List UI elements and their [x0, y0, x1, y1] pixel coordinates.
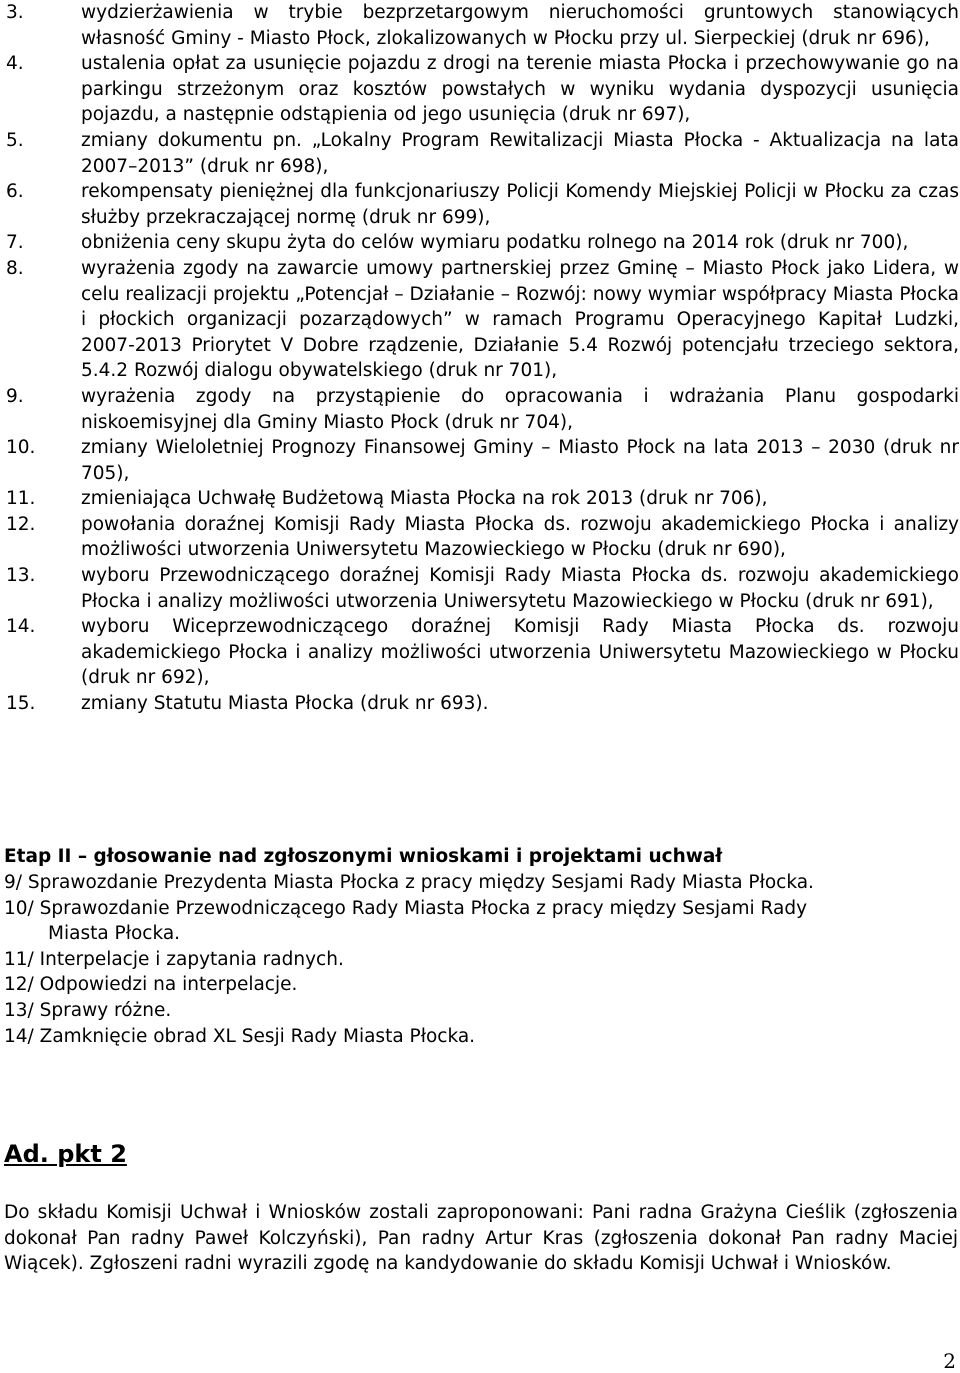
- list-item-number: 8.: [6, 257, 24, 279]
- list-item-number: 3.: [6, 2, 24, 23]
- list-item-text: zmiany Wieloletniej Prognozy Finansowej Gminy – Miasto Płock na lata 2013 – 2030 (druk nr 705),: [81, 437, 959, 484]
- list-item: [0, 691, 959, 717]
- list-item-number: 7.: [6, 232, 24, 254]
- agenda-item: [4, 972, 954, 998]
- list-item-number: 14.: [6, 616, 36, 638]
- list-item-number: 4.: [6, 53, 24, 75]
- list-item-number: 12.: [6, 513, 36, 535]
- agenda-item-text: 13/ Sprawy różne.: [4, 999, 172, 1021]
- agenda-item-text: 10/ Sprawozdanie Przewodniczącego Rady Miasta Płocka z pracy między Sesjami Rady: [4, 897, 808, 919]
- list-item-text: powołania doraźnej Komisji Rady Miasta Płocka ds. rozwoju akademickiego Płocka i analizy możliwości utworzenia Uniwersytetu Mazowieckiego w Płocku (druk nr 690),: [81, 513, 959, 561]
- agenda-item: [4, 998, 954, 1024]
- agenda-item-continuation: Miasta Płocka.: [48, 923, 181, 945]
- list-item: [0, 384, 959, 435]
- page-number: 2: [943, 1349, 956, 1373]
- list-item-text: zmieniająca Uchwałę Budżetową Miasta Płocka na rok 2013 (druk nr 706),: [81, 488, 768, 510]
- agenda-item-text: 14/ Zamknięcie obrad XL Sesji Rady Miasta Płocka.: [4, 1025, 476, 1047]
- list-item: [0, 256, 959, 384]
- agenda-list: [4, 870, 954, 1049]
- list-item-number: 15.: [6, 693, 36, 715]
- list-item-text: wyboru Wiceprzewodniczącego doraźnej Komisji Rady Miasta Płocka ds. rozwoju akademickiego Płocka i analizy możliwości utworzenia Uniwersytetu Mazowieckiego w Płocku (druk nr 692),: [81, 616, 959, 689]
- list-item-text: obniżenia ceny skupu żyta do celów wymiaru podatku rolnego na 2014 rok (druk nr 700),: [81, 232, 909, 254]
- body-paragraph: Do składu Komisji Uchwał i Wniosków zostali zaproponowani: Pani radna Grażyna Cieślik (zgłoszenia dokonał Pan radny Paweł Kolczyński), Pan radny Artur Kras (zgłoszenia dokonał Pan radny Maciej Wiącek). Zgłoszeni radni wyrazili zgodę na kandydowanie do składu Komisji Uchwał i Wniosków.: [4, 1202, 958, 1275]
- list-item-number: 9.: [6, 385, 24, 407]
- list-item-number: 11.: [6, 488, 36, 510]
- agenda-item: [4, 870, 954, 896]
- section-heading: Ad. pkt 2: [4, 1140, 127, 1168]
- agenda-item-text: 11/ Interpelacje i zapytania radnych.: [4, 948, 344, 970]
- agenda-item: [4, 947, 954, 973]
- list-item-number: 6.: [6, 181, 24, 203]
- agenda-item-text: 9/ Sprawozdanie Prezydenta Miasta Płocka z pracy między Sesjami Rady Miasta Płocka.: [4, 872, 814, 893]
- list-item: [0, 614, 959, 691]
- list-item: [0, 230, 959, 256]
- agenda-item-text: 12/ Odpowiedzi na interpelacje.: [4, 974, 298, 996]
- list-item-number: 5.: [6, 129, 24, 151]
- list-item: [0, 563, 959, 614]
- stage-heading: Etap II – głosowanie nad zgłoszonymi wnioskami i projektami uchwał: [4, 846, 723, 867]
- agenda-item: [4, 1024, 954, 1050]
- list-item-text: wydzierżawienia w trybie bezprzetargowym nieruchomości gruntowych stanowiących własność Gminy - Miasto Płock, zlokalizowanych w Płocku przy ul. Sierpeckiej (druk nr 696),: [81, 2, 959, 49]
- list-item: [0, 512, 959, 563]
- list-item: [0, 0, 959, 51]
- list-item-text: zmiany dokumentu pn. „Lokalny Program Rewitalizacji Miasta Płocka - Aktualizacja na lata 2007–2013” (druk nr 698),: [81, 129, 959, 177]
- list-item-text: wyrażenia zgody na zawarcie umowy partnerskiej przez Gminę – Miasto Płock jako Lidera, w celu realizacji projektu „Potencjał – Działanie – Rozwój: nowy wymiar współpracy Miasta Płocka i płockich organizacji pozarządowych” w ramach Programu Operacyjnego Kapitał Ludzki, 2007-2013 Priorytet V Dobre rządzenie, Działanie 5.4 Rozwój potencjału trzeciego sektora, 5.4.2 Rozwój dialogu obywatelskiego (druk nr 701),: [81, 257, 959, 382]
- list-item: [0, 435, 959, 486]
- list-item: [0, 51, 959, 128]
- list-item-number: 10.: [6, 437, 36, 459]
- list-item-text: wyboru Przewodniczącego doraźnej Komisji Rady Miasta Płocka ds. rozwoju akademickiego Płocka i analizy możliwości utworzenia Uniwersytetu Mazowieckiego w Płocku (druk nr 691),: [81, 565, 959, 612]
- list-item-text: wyrażenia zgody na przystąpienie do opracowania i wdrażania Planu gospodarki niskoemisyjnej dla Gminy Miasto Płock (druk nr 704),: [81, 385, 959, 433]
- list-item: [0, 179, 959, 230]
- list-item-text: ustalenia opłat za usunięcie pojazdu z drogi na terenie miasta Płocka i przechowywanie go na parkingu strzeżonym oraz kosztów powstałych w wyniku wydania dyspozycji usunięcia pojazdu, a następnie odstąpienia od jego usunięcia (druk nr 697),: [81, 53, 959, 126]
- list-item-text: zmiany Statutu Miasta Płocka (druk nr 693).: [81, 693, 489, 715]
- list-item-number: 13.: [6, 565, 36, 587]
- list-item: [0, 486, 959, 512]
- agenda-item: [4, 896, 954, 947]
- list-item: [0, 128, 959, 179]
- list-item-text: rekompensaty pieniężnej dla funkcjonariuszy Policji Komendy Miejskiej Policji w Płocku za czas służby przekraczającej normę (druk nr 699),: [81, 181, 959, 228]
